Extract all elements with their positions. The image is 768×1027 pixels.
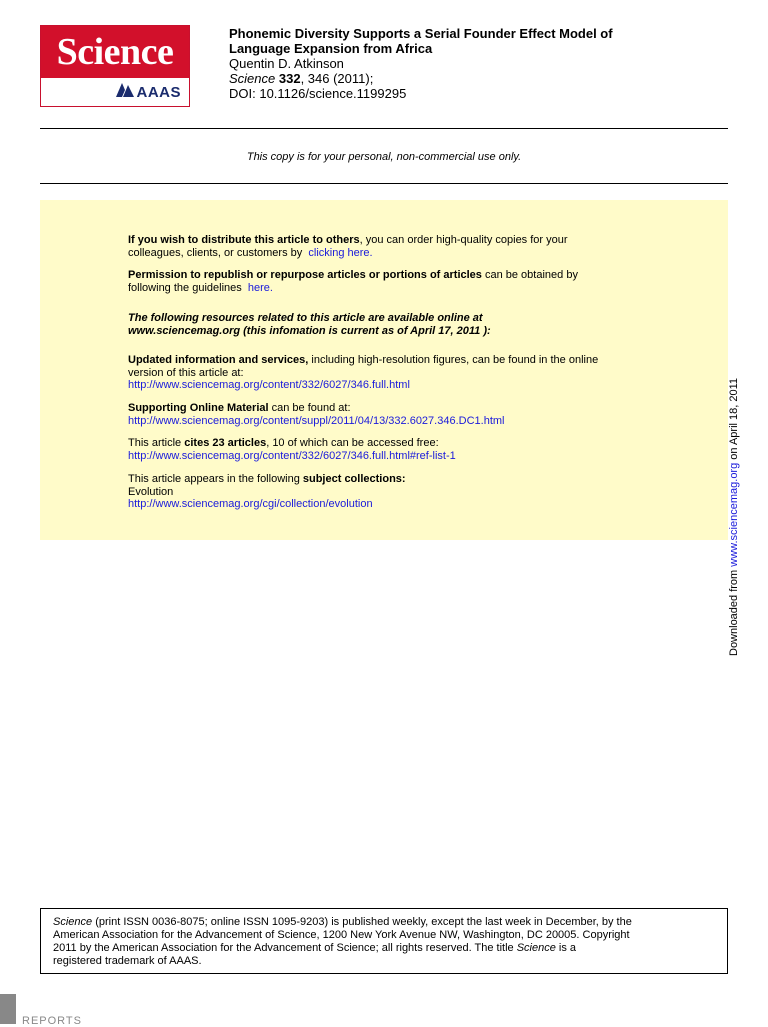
sciencemag-link[interactable]: www.sciencemag.org bbox=[728, 462, 740, 567]
copyright-footer bbox=[40, 908, 728, 974]
citation bbox=[229, 71, 749, 86]
science-logo bbox=[40, 25, 190, 107]
cites-pre: This article bbox=[128, 437, 185, 449]
article-header bbox=[229, 26, 749, 101]
supporting-block bbox=[128, 402, 688, 427]
supplement-link[interactable]: http://www.sciencemag.org/content/suppl/2011/04/13/332.6027.346.DC1.html bbox=[128, 414, 505, 427]
clicking-here-link[interactable]: clicking here. bbox=[308, 246, 373, 259]
footer-title-word: Science bbox=[516, 942, 556, 954]
permission-block bbox=[128, 269, 688, 294]
divider-bottom bbox=[40, 183, 728, 184]
download-prefix: Downloaded from bbox=[728, 566, 740, 656]
footer-text1: (print ISSN 0036-8075; online ISSN 1095-9203) is published weekly, except the last week in December, by the bbox=[92, 916, 632, 928]
cites-block bbox=[128, 437, 688, 462]
resources-block bbox=[128, 312, 688, 337]
footer-text2: American Association for the Advancement of Science, 1200 New York Avenue NW, Washington, DC 20005. Copyright bbox=[53, 929, 630, 941]
distribute-text2: colleagues, clients, or customers by bbox=[128, 246, 303, 259]
updated-block bbox=[128, 354, 688, 392]
cites-count: cites 23 articles bbox=[184, 437, 267, 449]
download-suffix: on April 18, 2011 bbox=[728, 377, 740, 463]
collections-pre: This article appears in the following bbox=[128, 473, 303, 485]
collection-link[interactable]: http://www.sciencemag.org/cgi/collection/evolution bbox=[128, 498, 373, 510]
supporting-heading: Supporting Online Material bbox=[128, 402, 269, 414]
collections-heading: subject collections: bbox=[302, 473, 406, 485]
ref-list-link[interactable]: http://www.sciencemag.org/content/332/6027/346.full.html#ref-list-1 bbox=[128, 449, 456, 462]
download-note bbox=[728, 326, 740, 656]
aaas-wordmark bbox=[41, 78, 189, 106]
distribute-heading: If you wish to distribute this article to others bbox=[128, 234, 360, 246]
distribute-text1: , you can order high-quality copies for your bbox=[359, 234, 568, 246]
citation-volume: 332 bbox=[278, 71, 301, 86]
collections-block bbox=[128, 473, 688, 511]
citation-journal: Science bbox=[229, 71, 276, 86]
resources-line1: The following resources related to this article are available online at bbox=[128, 312, 483, 324]
guidelines-here-link[interactable]: here. bbox=[247, 281, 273, 294]
footer-text4: is a bbox=[555, 942, 577, 954]
footer-text5: registered trademark of AAAS. bbox=[53, 955, 202, 967]
distribute-block bbox=[128, 234, 688, 259]
aaas-icon bbox=[116, 83, 134, 101]
updated-text1: including high-resolution figures, can be found in the online bbox=[308, 354, 599, 366]
footer-text3: 2011 by the American Association for the Advancement of Science; all rights reserved. The title bbox=[53, 942, 517, 954]
article-author: Quentin D. Atkinson bbox=[229, 56, 344, 71]
article-title-line2: Language Expansion from Africa bbox=[229, 41, 433, 56]
doi: DOI: 10.1126/science.1199295 bbox=[229, 86, 407, 101]
supporting-text: can be found at: bbox=[268, 402, 351, 414]
section-tab-marker bbox=[0, 994, 16, 1024]
updated-heading: Updated information and services, bbox=[128, 354, 309, 366]
citation-pages: , 346 (2011); bbox=[300, 71, 374, 86]
collection-name: Evolution bbox=[128, 485, 174, 498]
permission-text2: following the guidelines bbox=[128, 281, 242, 294]
personal-use-notice: This copy is for your personal, non-commercial use only. bbox=[246, 151, 522, 163]
permission-text1: can be obtained by bbox=[481, 269, 578, 281]
footer-journal: Science bbox=[53, 916, 93, 928]
section-label: REPORTS bbox=[22, 1015, 82, 1027]
updated-text2: version of this article at: bbox=[128, 366, 244, 379]
science-wordmark: Science bbox=[41, 26, 189, 78]
divider-top bbox=[40, 128, 728, 129]
aaas-label: AAAS bbox=[136, 83, 181, 101]
permission-heading: Permission to republish or repurpose articles or portions of articles bbox=[128, 269, 482, 281]
article-title-line1: Phonemic Diversity Supports a Serial Founder Effect Model of bbox=[229, 26, 613, 41]
full-text-link[interactable]: http://www.sciencemag.org/content/332/6027/346.full.html bbox=[128, 379, 410, 391]
cites-post: , 10 of which can be accessed free: bbox=[266, 437, 439, 449]
resources-line2: www.sciencemag.org (this infomation is current as of April 17, 2011 ): bbox=[128, 324, 491, 337]
